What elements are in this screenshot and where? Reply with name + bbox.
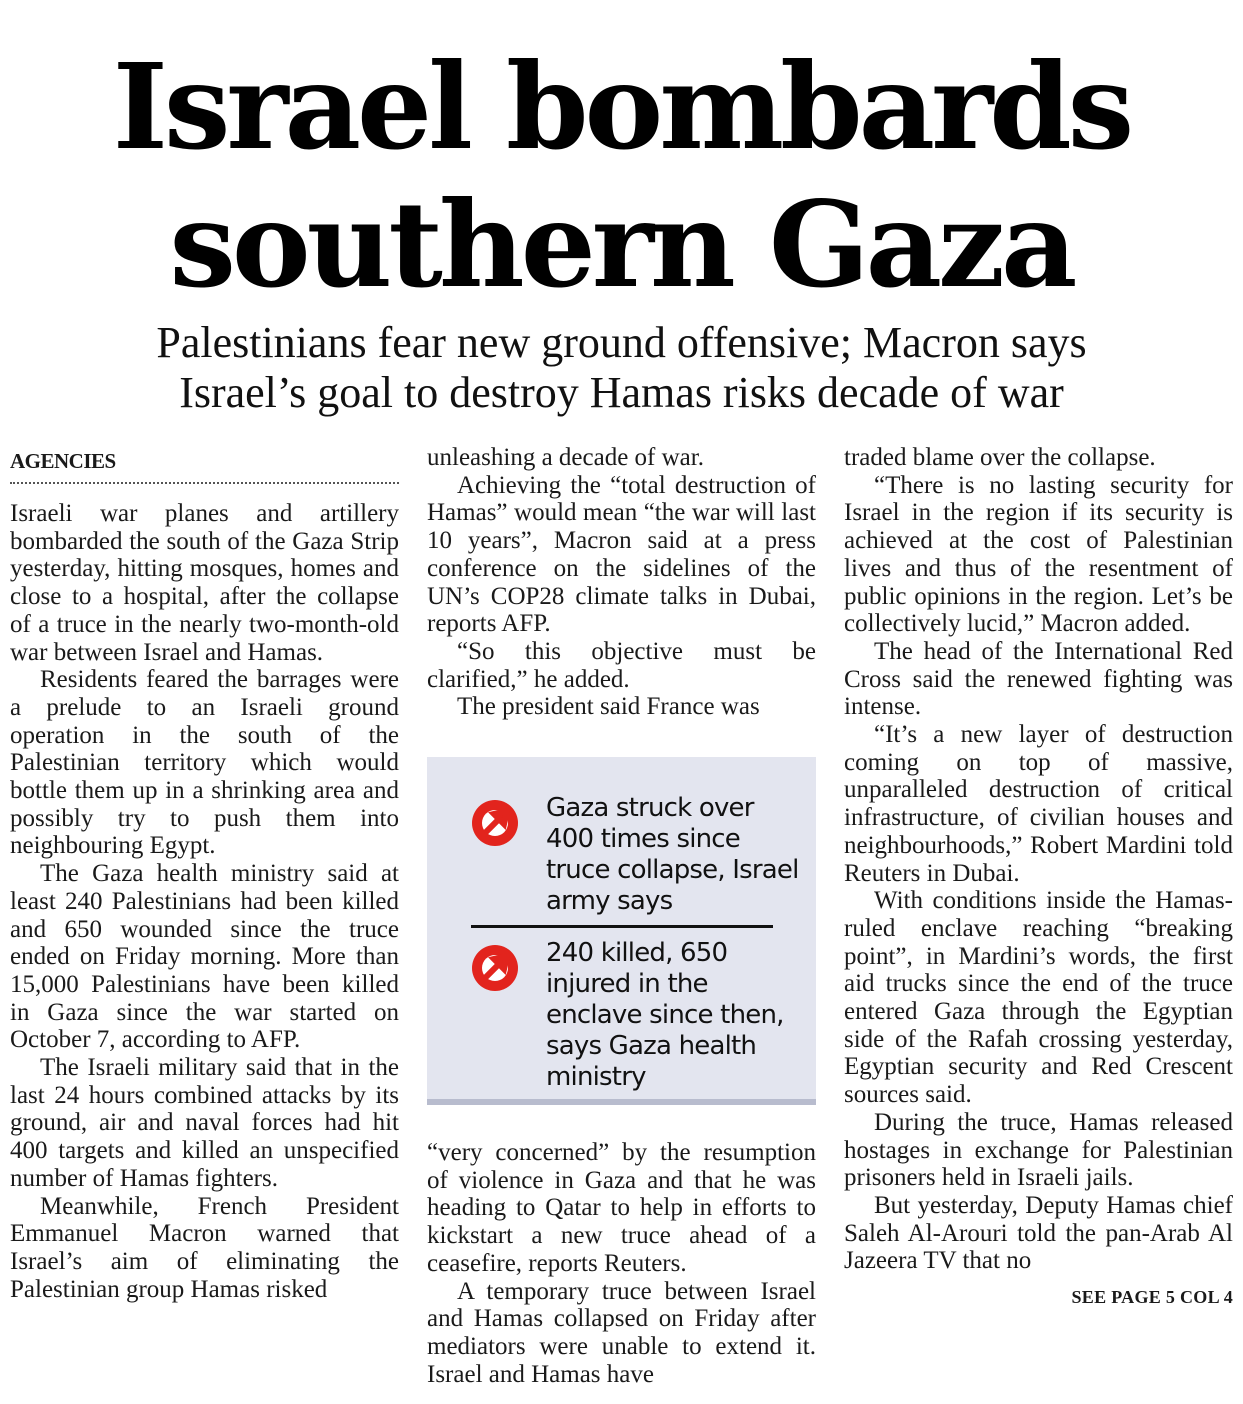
paragraph: “very concerned” by the resumption of violence in Gaza and that he was heading to Qatar to help in efforts to kickstart a new truce ahead of a ceasefire, reports Reuters. [427, 1139, 816, 1277]
article-column-2-top [427, 444, 816, 721]
arrow-circle-icon [471, 799, 519, 847]
article-column-2-bottom [427, 1139, 816, 1388]
paragraph: “There is no lasting security for Israel in the region if its security is achieved at the cost of Palestinian lives and thus of the resentment of public opinions in the region. Let’s be collectively lucid,” Macron added. [844, 471, 1233, 638]
paragraph: Israeli war planes and artillery bombarded the south of the Gaza Strip yesterday, hitting mosques, homes and close to a hospital, after the collapse of a truce in the nearly two-month-old war between Israel and Hamas. [10, 500, 399, 666]
byline: AGENCIES [10, 449, 116, 473]
paragraph: The president said France was [457, 693, 760, 721]
article-column-1 [10, 444, 399, 1303]
article-column-3 [844, 444, 1233, 1309]
paragraph: Residents feared the barrages were a prelude to an Israeli ground operation in the south of the Palestinian territory which would bottle them up in a shrinking area and possibly try to push them into neighbouring Egypt. [10, 666, 399, 860]
paragraph: With conditions inside the Hamas-ruled enclave reaching “breaking point”, in Mardini’s words, the first aid trucks since the end of the truce entered Gaza through the Egyptian side of the Rafah crossing yesterday, Egyptian security and Red Crescent sources said. [844, 887, 1233, 1109]
paragraph: But yesterday, Deputy Hamas chief Saleh Al-Arouri told the pan-Arab Al Jazeera TV that no [844, 1191, 1233, 1275]
deck-subheadline [0, 318, 1243, 418]
paragraph: traded blame over the collapse. [844, 444, 1156, 471]
highlights-box [427, 757, 816, 1105]
paragraph: “So this objective must be clarified,” he added. [427, 637, 816, 693]
headline-line-2: southern Gaza [169, 175, 1074, 314]
paragraph: unleashing a decade of war. [427, 444, 704, 471]
paragraph: The head of the International Red Cross said the renewed fighting was intense. [844, 637, 1233, 721]
arrow-circle-icon [471, 944, 519, 992]
byline-divider [10, 482, 399, 484]
deck-line-2: Israel’s goal to destroy Hamas risks decade of war [179, 368, 1064, 417]
headline [0, 38, 1243, 314]
highlight-text: 240 killed, 650 injured in the enclave since then, says Gaza health ministry [546, 938, 784, 1092]
highlight-text: Gaza struck over 400 times since truce collapse, Israel army says [546, 793, 799, 916]
paragraph: Achieving the “total destruction of Hamas” would mean “the war will last 10 years”, Macron said at a press conference on the sidelines of the UN’s COP28 climate talks in Dubai, reports AFP. [427, 471, 816, 638]
continuation-jump-link[interactable]: SEE PAGE 5 COL 4 [1071, 1287, 1233, 1308]
paragraph: “It’s a new layer of destruction coming on top of massive, unparalleled destruction of critical infrastructure, of civilian houses and neighbourhoods,” Robert Mardini told Reuters in Dubai. [844, 721, 1233, 887]
paragraph: Meanwhile, French President Emmanuel Macron warned that Israel’s aim of eliminating the Palestinian group Hamas risked [10, 1192, 399, 1303]
paragraph: During the truce, Hamas released hostages in exchange for Palestinian prisoners held in Israeli jails. [844, 1108, 1233, 1192]
deck-line-1: Palestinians fear new ground offensive; Macron says [156, 318, 1087, 367]
paragraph: The Gaza health ministry said at least 240 Palestinians had been killed and 650 wounded since the truce ended on Friday morning. More than 15,000 Palestinians have been killed in Gaza since the war started on October 7, according to AFP. [10, 860, 399, 1054]
highlight-divider [471, 925, 773, 928]
headline-line-1: Israel bombards [112, 37, 1131, 176]
paragraph: The Israeli military said that in the last 24 hours combined attacks by its ground, air and naval forces had hit 400 targets and killed an unspecified number of Hamas fighters. [10, 1054, 399, 1192]
paragraph: A temporary truce between Israel and Hamas collapsed on Friday after mediators were unable to extend it. Israel and Hamas have [427, 1277, 816, 1388]
